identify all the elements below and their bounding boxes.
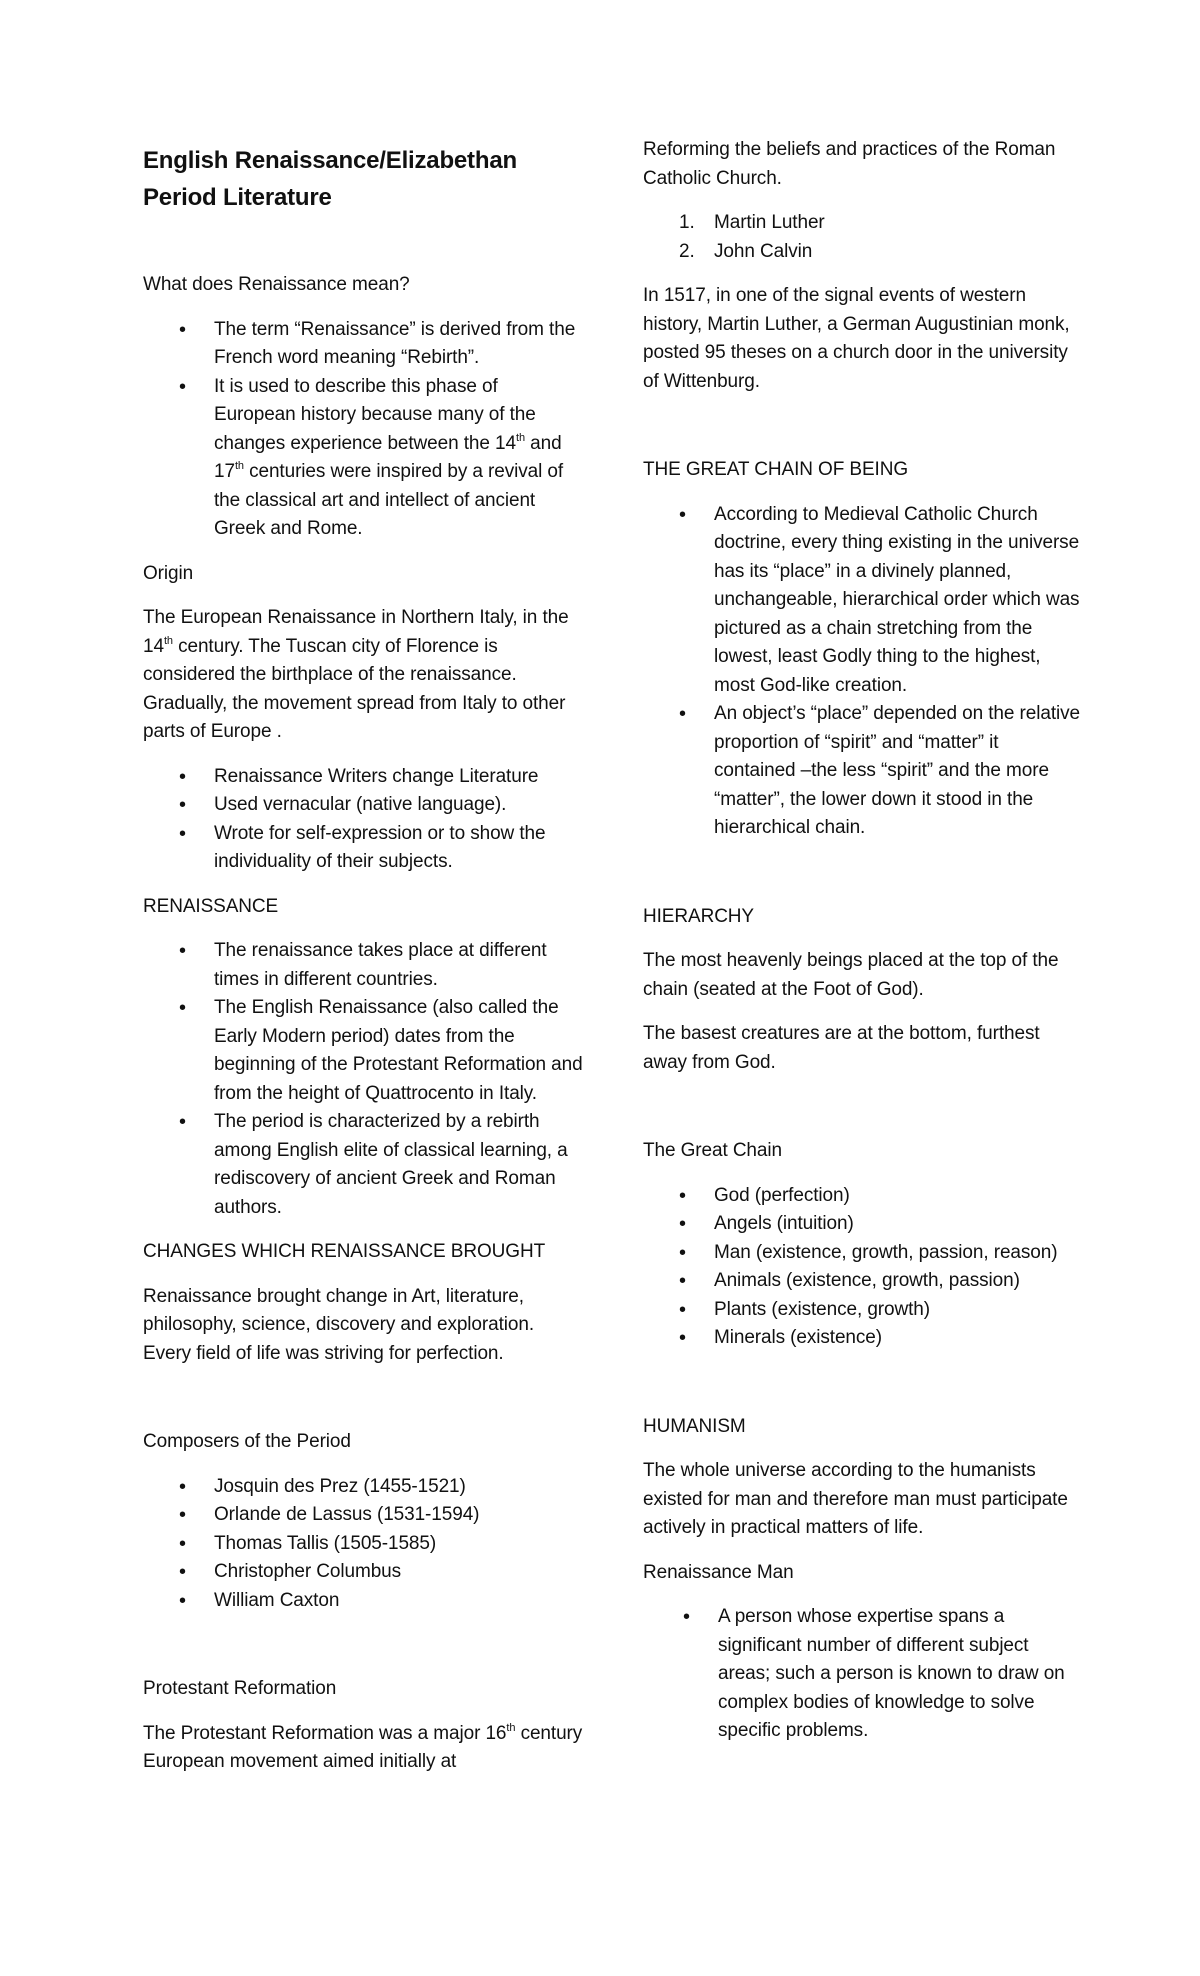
spacer (643, 1369, 1083, 1413)
list-item: • The period is characterized by a rebirth among English elite of classical learning, a rediscovery of ancient Greek and Roman authors. (143, 1108, 583, 1222)
reform-continuation: Reforming the beliefs and practices of the Roman Catholic Church. (643, 139, 1056, 189)
spacer (643, 1093, 1083, 1137)
list-item: • Plants (existence, growth) (643, 1296, 1083, 1325)
list-item: • The term “Renaissance” is derived from the French word meaning “Rebirth”. (143, 316, 583, 373)
list-item: • Animals (existence, growth, passion) (643, 1267, 1083, 1296)
spacer (643, 412, 1083, 456)
text-span: and 17 (214, 432, 562, 482)
spacer (143, 1631, 583, 1675)
list-item: • According to Medieval Catholic Church doctrine, every thing existing in the universe has its “place” in a divinely planned, unchangeable, hierarchical order which was pictured as a chain stretching from the lowest, least Godly thing to the highest, most God-like creation. (643, 501, 1083, 701)
text-span: The Protestant Reformation was a major 16 (143, 1722, 507, 1744)
origin-paragraph (143, 604, 583, 747)
reformers-list (643, 209, 1083, 266)
origin-heading: Origin (143, 562, 194, 584)
hierarchy-paragraph-2: The basest creatures are at the bottom, furthest away from God. (643, 1023, 1040, 1073)
text-span: century. The Tuscan city of Florence is considered the birthplace of the renaissance. Gradually, the movement spread from Italy to other parts of Europe . (143, 635, 566, 742)
list-item: • Orlande de Lassus (1531-1594) (143, 1501, 583, 1530)
list-item: • Josquin des Prez (1455-1521) (143, 1473, 583, 1502)
list-item: John Calvin (714, 240, 813, 262)
great-chain-list (643, 1182, 1083, 1353)
renaissance-list (143, 937, 583, 1222)
chain-heading: THE GREAT CHAIN OF BEING (643, 459, 909, 480)
text-span: It is used to describe this phase of European history because many of the changes experience between the 14 (214, 375, 536, 454)
list-item: • Minerals (existence) (643, 1324, 1083, 1353)
list-item (143, 373, 583, 544)
list-item: • Wrote for self-expression or to show the individuality of their subjects. (143, 820, 583, 877)
renaissance-heading: RENAISSANCE (143, 895, 279, 917)
renaissance-question: What does Renaissance mean? (143, 274, 410, 295)
luther-paragraph: In 1517, in one of the signal events of western history, Martin Luther, a German Augustinian monk, posted 95 theses on a church door in the university of Wittenburg. (643, 285, 1070, 392)
great-chain-heading: The Great Chain (643, 1140, 782, 1161)
list-item: Martin Luther (714, 212, 825, 233)
superscript: th (163, 634, 173, 647)
list-item: • Renaissance Writers change Literature (143, 763, 583, 792)
chain-list (643, 501, 1083, 843)
right-column (643, 136, 1083, 1762)
hierarchy-paragraph-1: The most heavenly beings placed at the top of the chain (seated at the Foot of God). (643, 950, 1059, 1000)
renaissance-man-heading: Renaissance Man (643, 1561, 794, 1583)
list-item: • Angels (intuition) (643, 1210, 1083, 1239)
list-item: • The renaissance takes place at different times in different countries. (143, 937, 583, 994)
document-title: English Renaissance/Elizabethan Period Literature (143, 147, 517, 211)
protestant-paragraph (143, 1720, 583, 1777)
composers-heading: Composers of the Period (143, 1431, 351, 1452)
list-item: • A person whose expertise spans a significant number of different subject areas; such a person is known to draw on complex bodies of knowledge to solve specific problems. (643, 1603, 1083, 1746)
spacer (143, 1384, 583, 1428)
superscript: th (515, 431, 525, 444)
list-item: • Christopher Columbus (143, 1558, 583, 1587)
left-column (143, 136, 583, 1793)
hierarchy-heading: HIERARCHY (643, 905, 755, 927)
list-item: • The English Renaissance (also called the Early Modern period) dates from the beginning of the Protestant Reformation and from the height of Quattrocento in Italy. (143, 994, 583, 1108)
list-item: • Thomas Tallis (1505-1585) (143, 1530, 583, 1559)
text-span: centuries were inspired by a revival of the classical art and intellect of ancient Greek and Rome. (214, 461, 564, 539)
text-span: century European movement aimed initially at (143, 1722, 583, 1772)
changes-heading: CHANGES WHICH RENAISSANCE BROUGHT (143, 1241, 546, 1262)
protestant-heading: Protestant Reformation (143, 1678, 337, 1699)
superscript: th (506, 1721, 516, 1734)
humanism-paragraph: The whole universe according to the humanists existed for man and therefore man must participate actively in practical matters of life. (643, 1460, 1068, 1538)
superscript: th (234, 460, 244, 472)
list-item: • William Caxton (143, 1587, 583, 1616)
humanism-heading: HUMANISM (643, 1415, 746, 1437)
list-item: • An object’s “place” depended on the relative proportion of “spirit” and “matter” it contained –the less “spirit” and the more “matter”, the lower down it stood in the hierarchical chain. (643, 700, 1083, 843)
changes-paragraph: Renaissance brought change in Art, literature, philosophy, science, discovery and exploration. Every field of life was striving for perfection. (143, 1285, 535, 1364)
text-span: The European Renaissance in Northern Italy, in the 14 (143, 607, 569, 657)
composers-list (143, 1473, 583, 1616)
meaning-list (143, 316, 583, 544)
spacer (643, 859, 1083, 903)
list-item: • Man (existence, growth, passion, reason) (643, 1239, 1083, 1268)
list-item: • Used vernacular (native language). (143, 791, 583, 820)
list-item: • God (perfection) (643, 1182, 1083, 1211)
writers-list (143, 763, 583, 877)
renaissance-man-list (643, 1603, 1083, 1746)
